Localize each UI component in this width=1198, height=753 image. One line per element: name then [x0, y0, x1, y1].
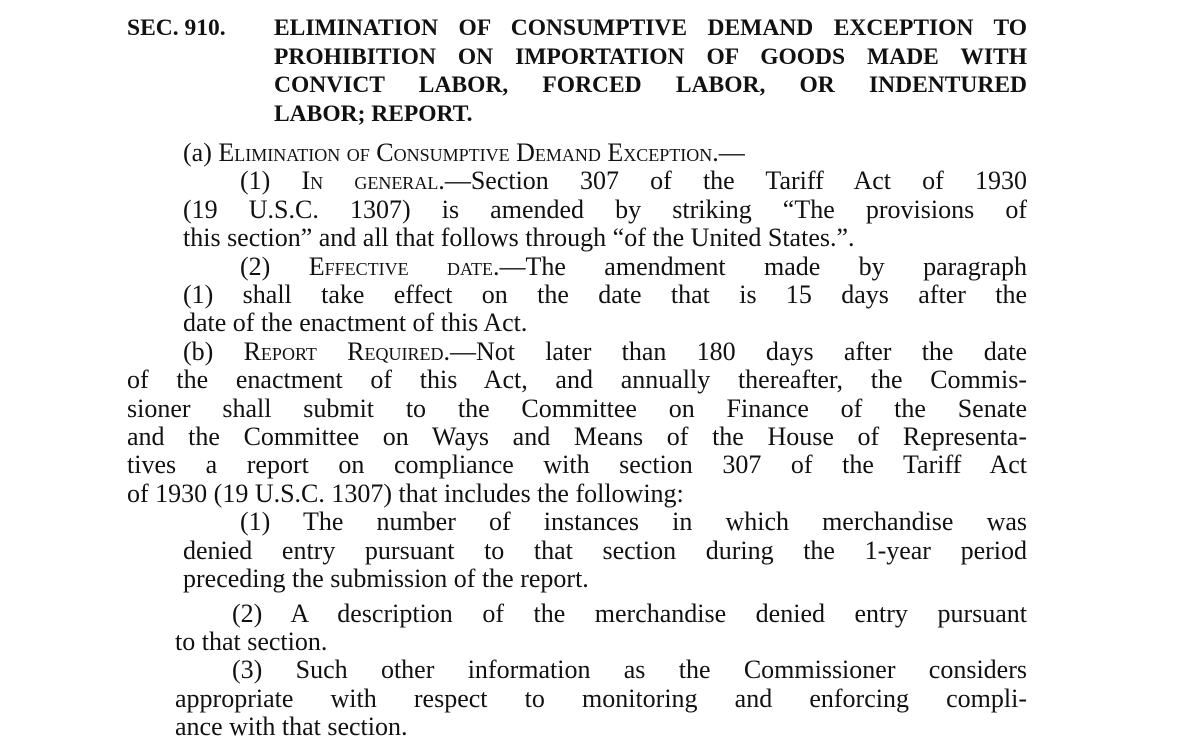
subsection-b-line-3: sioner shall submit to the Committee on Finance of the Senate: [127, 393, 1027, 423]
paragraph-a2-marker: (2): [240, 251, 271, 281]
subsection-b-line-5: tives a report on compliance with section 307 of the Tariff Act: [127, 450, 1027, 480]
subsection-b-text-1: —Not later than 180 days after the date: [449, 336, 1028, 366]
item-b3-line-1: (3) Such other information as the Commissioner considers: [232, 655, 1027, 685]
item-b2-line-2: to that section.: [175, 626, 328, 656]
subsection-a-title: Elimination of Consumptive Demand Exception.—: [218, 138, 745, 167]
subsection-b-line-2: of the enactment of this Act, and annually thereafter, the Commis-: [127, 365, 1027, 395]
section-heading-line-3: CONVICT LABOR, FORCED LABOR, OR INDENTURED: [274, 72, 1027, 98]
paragraph-a1-text-1: —Section 307 of the Tariff Act of 1930: [444, 166, 1027, 196]
section-heading-line-2: PROHIBITION ON IMPORTATION OF GOODS MADE WITH: [274, 43, 1027, 70]
section-heading-first-line: [127, 14, 1027, 43]
subsection-b-line-4: and the Committee on Ways and Means of the House of Representa-: [127, 422, 1027, 452]
subsection-b-line-1: [127, 338, 1027, 366]
paragraph-a2-text-1: —The amendment made by paragraph: [499, 251, 1028, 281]
subsection-a-heading: [127, 139, 1027, 167]
section-number: SEC. 910.: [127, 15, 226, 41]
section-heading-line-1: ELIMINATION OF CONSUMPTIVE DEMAND EXCEPTION TO: [274, 15, 1027, 41]
subsection-b-marker: (b): [183, 336, 214, 366]
paragraph-a2-line-3: date of the enactment of this Act.: [183, 308, 528, 338]
paragraph-a1-line-1: [127, 167, 1027, 195]
subsection-a-marker: (a): [183, 138, 212, 167]
item-b1-line-3: preceding the submission of the report.: [183, 564, 589, 594]
paragraph-a2-line-1: [127, 253, 1027, 281]
item-b1-line-2: denied entry pursuant to that section during the 1-year period: [183, 535, 1027, 565]
item-b3-line-2: appropriate with respect to monitoring and enforcing compli-: [175, 683, 1027, 713]
item-b3-line-3: ance with that section.: [175, 712, 408, 742]
paragraph-a1-marker: (1): [240, 166, 271, 196]
item-b2-line-1: (2) A description of the merchandise denied entry pursuant: [232, 598, 1027, 628]
paragraph-a1-title: In general.: [301, 166, 445, 196]
subsection-b-title: Report Required.: [243, 336, 450, 366]
section-heading: [127, 14, 1027, 128]
item-b1-line-1: (1) The number of instances in which merchandise was: [240, 507, 1027, 537]
section-body: [127, 139, 1027, 742]
paragraph-a1-line-2: (19 U.S.C. 1307) is amended by striking “The provisions of: [183, 194, 1027, 224]
section-heading-line-4: LABOR; REPORT.: [274, 100, 473, 127]
subsection-b-line-6: of 1930 (19 U.S.C. 1307) that includes the following:: [127, 478, 684, 508]
paragraph-a2-line-2: (1) shall take effect on the date that is 15 days after the: [183, 280, 1027, 310]
paragraph-a1-line-3: this section” and all that follows through “of the United States.”.: [183, 223, 855, 253]
paragraph-a2-title: Effective date.: [308, 251, 500, 281]
